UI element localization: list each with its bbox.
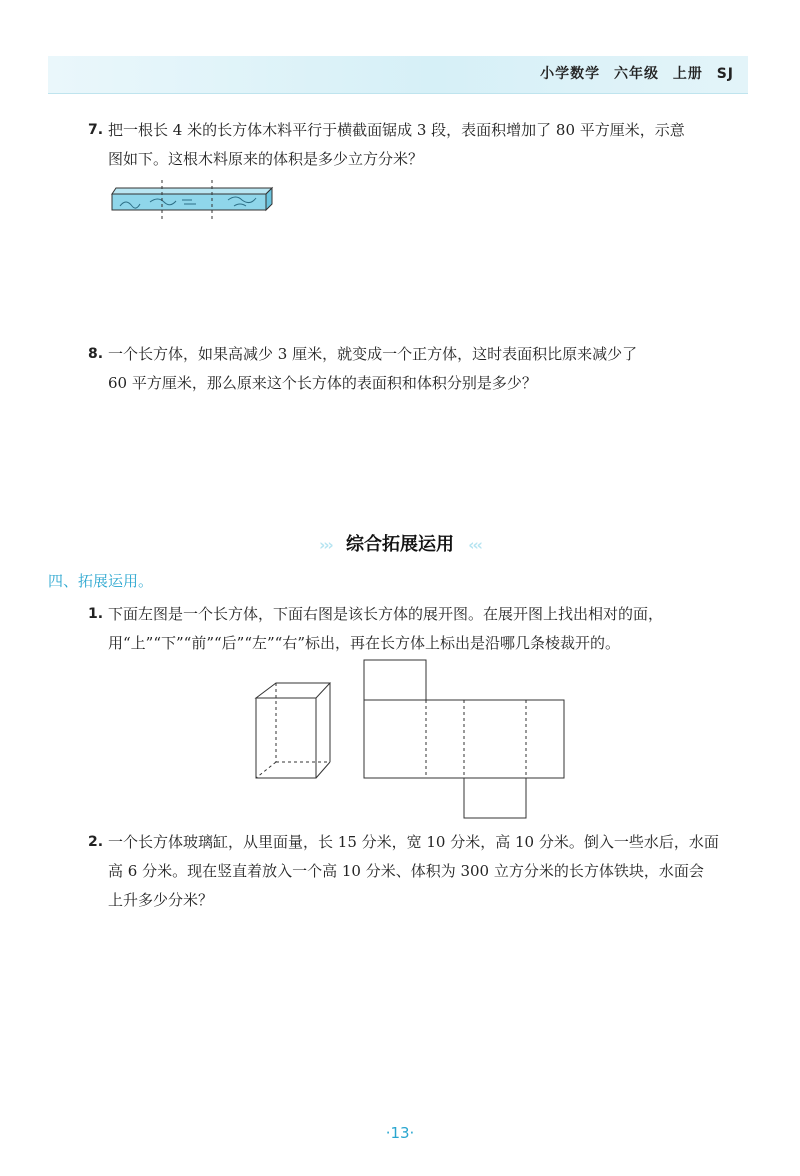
question-text-line: 图如下。这根木料原来的体积是多少立方分米？ (108, 150, 424, 168)
question-8 (88, 340, 748, 398)
question-text-line: 把一根长 4 米的长方体木料平行于横截面锯成 3 段，表面积增加了 80 平方厘米，示意 (108, 121, 685, 139)
question-text-line: 60 平方厘米，那么原来这个长方体的表面积和体积分别是多少？ (108, 374, 537, 392)
question-text-line: 上升多少分米？ (108, 891, 214, 909)
subsection-title: 四、拓展运用。 (48, 572, 154, 590)
question-7 (88, 116, 748, 174)
wood-plank-figure (110, 180, 280, 222)
question-text-line: 下面左图是一个长方体，下面右图是该长方体的展开图。在展开图上找出相对的面， (108, 605, 664, 623)
page-number: ·13· (385, 1124, 415, 1142)
header-rule (48, 93, 748, 94)
section-title (0, 530, 800, 556)
cuboid-figure (250, 680, 334, 782)
question-number: 7. (88, 122, 104, 138)
question-text-line: 高 6 分米。现在竖直着放入一个高 10 分米、体积为 300 立方分米的长方体铁块，水面会 (108, 862, 704, 880)
cuboid-net-figure (362, 658, 568, 822)
header-title: 小学数学 六年级 上册 SJ (540, 66, 734, 82)
question-number: 2. (88, 834, 104, 850)
question-text-line: 用“上”“下”“前”“后”“左”“右”标出，再在长方体上标出是沿哪几条棱裁开的。 (108, 634, 621, 652)
question-1 (88, 600, 748, 658)
question-2 (88, 828, 748, 915)
question-text-line: 一个长方体，如果高减少 3 厘米，就变成一个正方体，这时表面积比原来减少了 (108, 345, 638, 363)
section-title-text: 综合拓展运用 (346, 534, 454, 555)
question-text-line: 一个长方体玻璃缸，从里面量，长 15 分米，宽 10 分米，高 10 分米。倒入一些水后，水面 (108, 833, 719, 851)
chevrons-right-icon: ‹‹‹ (468, 536, 481, 554)
chevrons-left-icon: ››› (319, 536, 332, 554)
question-number: 8. (88, 346, 104, 362)
question-number: 1. (88, 606, 104, 622)
